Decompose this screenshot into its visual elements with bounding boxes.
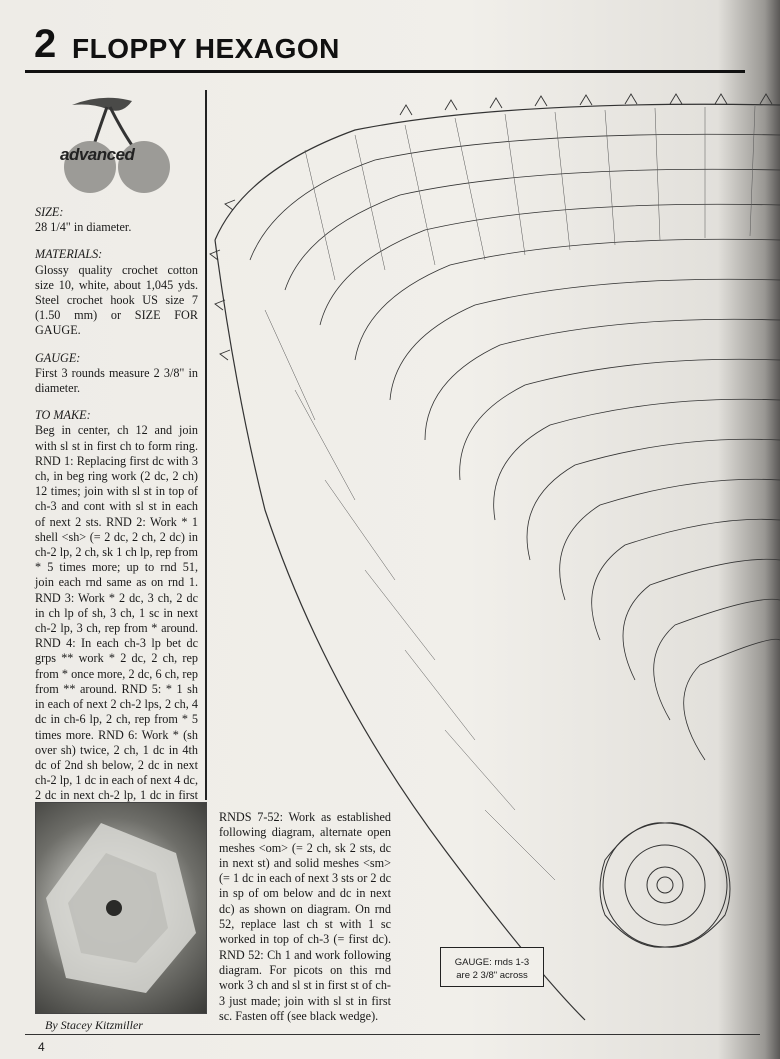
- section-heading: TO MAKE:: [35, 408, 91, 423]
- section-gauge: [35, 351, 198, 397]
- bottom-rule: [25, 1034, 760, 1035]
- rounds-instructions: RNDS 7-52: Work as established following diagram, alternate open meshes <om> (= 2 ch, sk 2 sts, dc in next st) and solid meshes <sm> (= 1 dc in each of next 3 sts or 2 dc in sp of om below and dc in next dc) as shown on diagram. On rnd 52, replace last ch st with 1 sc worked in top of ch-3 (= first dc). RND 52: Ch 1 and work following diagram. For picots on this rnd work 3 ch and sl st in first st of ch-3 just made; join with sl st in first sc. Fasten off (see black wedge).: [219, 810, 391, 1023]
- section-body: Glossy quality crochet cotton size 10, white, about 1,045 yds. Steel crochet hook US size 7 (1.50 mm) or SIZE FOR GAUGE.: [35, 262, 198, 338]
- byline: By Stacey Kitzmiller: [45, 1018, 143, 1032]
- gauge-line-2: are 2 3/8" across: [456, 970, 528, 981]
- section-materials: [35, 247, 198, 338]
- doily-photo: [35, 802, 207, 1014]
- page-title: FLOPPY HEXAGON: [72, 33, 340, 64]
- difficulty-label: advanced: [60, 145, 135, 164]
- section-heading: MATERIALS:: [35, 247, 103, 262]
- section-body: Beg in center, ch 12 and join with sl st in first ch to form ring. RND 1: Replacing first dc with 3 ch, in beg ring work (2 dc, 2 ch) 12 times; join with sl st in top of ch-3 and cont with sl st in each of next 2 sts. RND 2: Work * 1 shell <sh> (= 2 dc, 2 ch, 2 dc) in ch-2 lp, 2 ch, sk 1 ch lp, rep from * 5 times more; up to rnd 51, join each rnd same as on rnd 1. RND 3: Work * 2 dc, 3 ch, 2 dc in ch lp of sh, 3 ch, 1 sc in next ch-2 lp, 3 ch, rep from * around. RND 4: In each ch-3 lp bet dc grps ** work * 2 dc, 2 ch, rep from * once more, 2 dc, 6 ch, rep from ** around. RND 5: * 1 sh in each of next 2 ch-2 lps, 2 ch, 4 dc in ch-6 lp, 2 ch, rep from * 5 times more. RND 6: Work * (sh over sh) twice, 2 ch, 1 dc in 4th dc of 2nd sh below, 2 dc in next ch-2 lp, 1 dc in each of next 4 dc, 2 dc in next ch-2 lp, 1 dc in first: [35, 423, 198, 803]
- section-to-make: [35, 408, 198, 818]
- gauge-line-1: GAUGE: rnds 1-3: [454, 957, 530, 968]
- gauge-callout-box: [440, 947, 544, 987]
- pattern-number: 2: [34, 22, 57, 66]
- section-body: First 3 rounds measure 2 3/8" in diameter.: [35, 365, 198, 396]
- section-body: 28 1/4" in diameter.: [35, 220, 132, 235]
- crochet-chart-diagram: [205, 90, 780, 1035]
- section-size: [35, 205, 198, 235]
- section-heading: GAUGE:: [35, 350, 81, 365]
- section-heading: SIZE:: [35, 205, 64, 219]
- page-number: 4: [38, 1040, 45, 1054]
- instructions-column: [35, 205, 198, 831]
